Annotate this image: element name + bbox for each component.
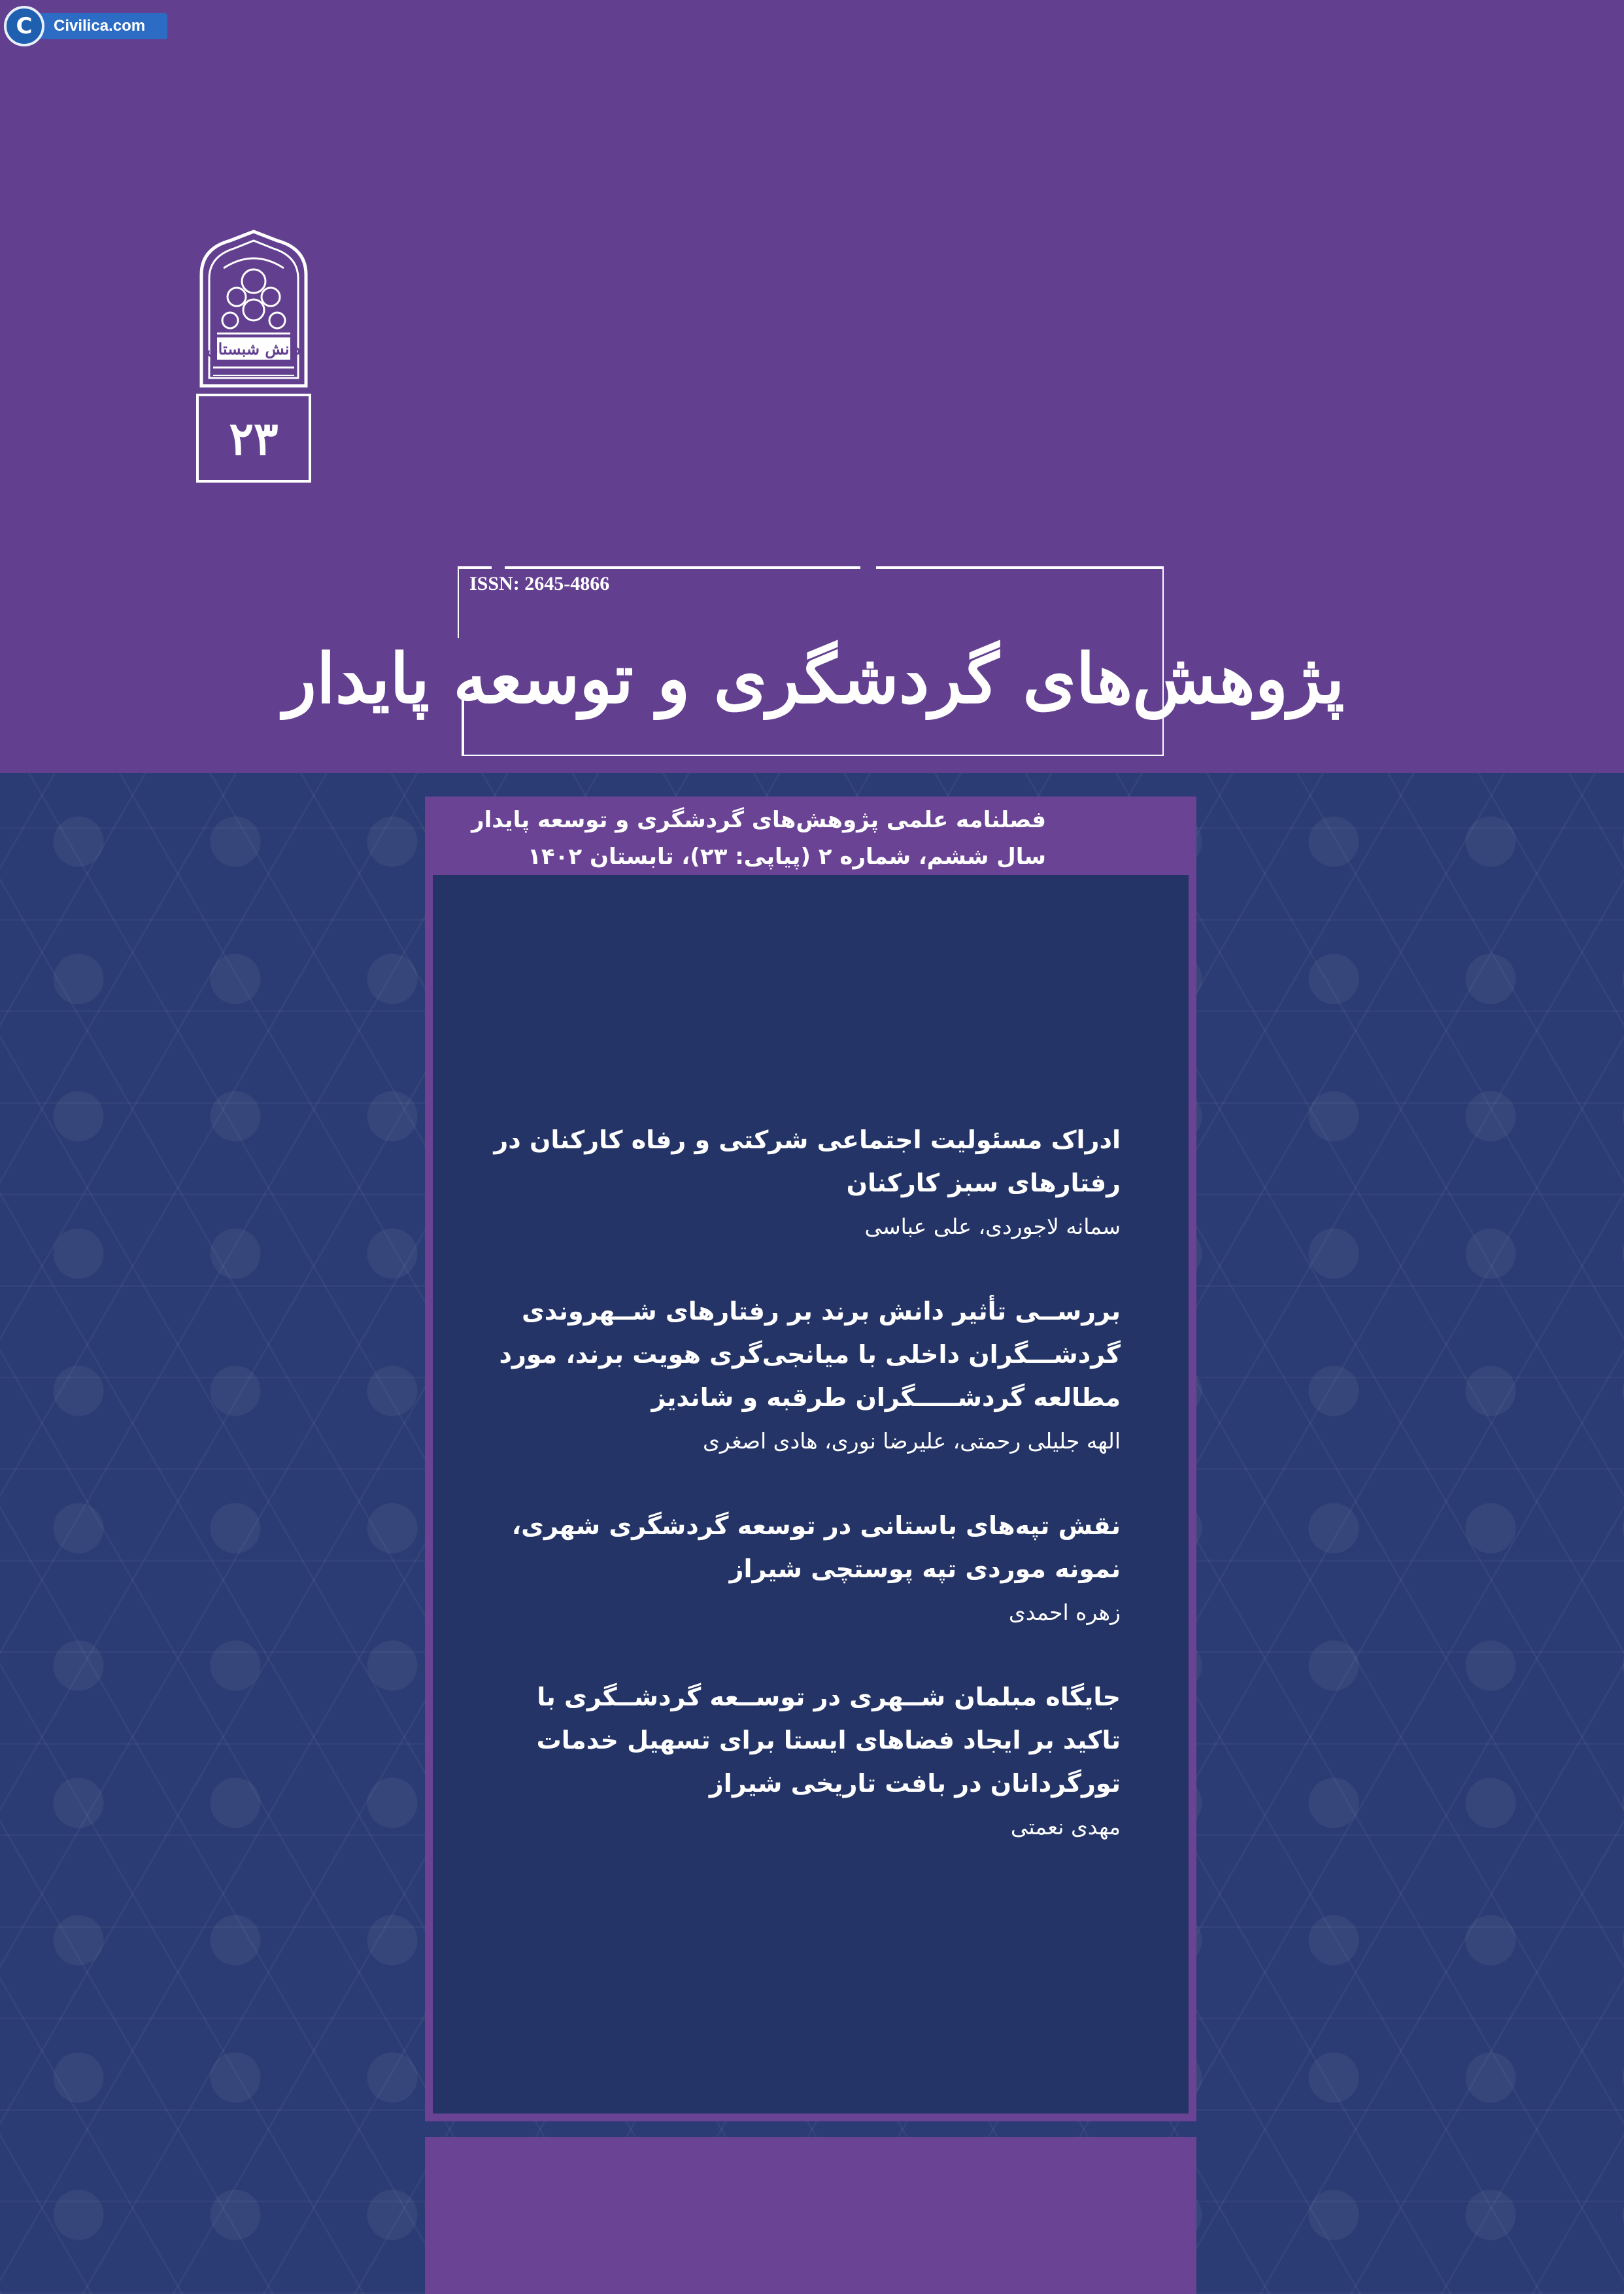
article-list [493, 1118, 1121, 1890]
article-title: بررســی تأثیر دانش برند بر رفتارهای شــهروندی گردشـــگران داخلی با میانجی‌گری هویت برند، مورد مطالعه گردشـــــگران طرقبه و شاندیز [499, 1297, 1121, 1412]
article-title: نقش تپه‌های باستانی در توسعه گردشگری شهری، نمونه موردی تپه پوستچی شیراز [511, 1511, 1121, 1583]
issue-number-box [196, 394, 311, 483]
issn: ISSN: 2645-4866 [469, 573, 610, 594]
article-authors: زهره احمدی [1008, 1600, 1121, 1625]
issue-info: سال ششم، شماره ۲ (پیاپی: ۲۳)، تابستان ۱۴۰۲ [528, 844, 1046, 870]
article-item[interactable] [493, 1504, 1121, 1634]
issue-number: ۲۳ [229, 411, 279, 466]
article-item[interactable] [493, 1290, 1121, 1462]
journal-header-strip [425, 796, 1196, 875]
bottom-box [425, 2137, 1196, 2294]
article-authors: الهه جلیلی رحمتی، علیرضا نوری، هادی اصغری [703, 1428, 1121, 1454]
civilica-label: Civilica.com [35, 13, 167, 39]
article-item[interactable] [493, 1675, 1121, 1848]
article-title: جایگاه مبلمان شــهری در توســعه گردشــگری با تاکید بر ایجاد فضاهای ایستا برای تسهیل خدمات تورگردانان در بافت تاریخی شیراز [536, 1683, 1121, 1798]
journal-subtitle: فصلنامه علمی پژوهش‌های گردشگری و توسعه پایدار [471, 807, 1046, 833]
dome-emblem-icon [197, 229, 310, 390]
article-title: ادراک مسئولیت اجتماعی شرکتی و رفاه کارکنان در رفتارهای سبز کارکنان [494, 1125, 1121, 1197]
journal-title: پژوهش‌های گردشگری و توسعه پایدار [283, 638, 1345, 719]
article-authors: مهدی نعمتی [1010, 1814, 1121, 1840]
civilica-logo-icon: C [4, 6, 44, 46]
article-authors: سمانه لاجوردی، علی عباسی [864, 1214, 1121, 1239]
civilica-watermark[interactable] [4, 8, 167, 44]
article-item[interactable] [493, 1118, 1121, 1248]
contents-panel [425, 875, 1196, 2121]
emblem-label: دانش شبستان [207, 339, 301, 358]
contents-panel-body [433, 875, 1189, 2114]
